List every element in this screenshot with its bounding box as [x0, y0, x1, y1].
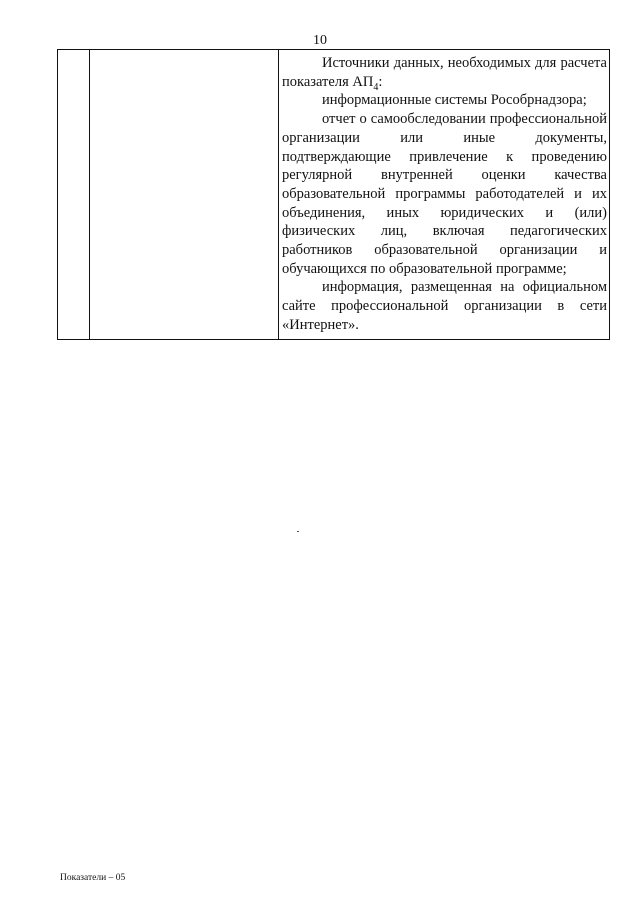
indicator-subscript: 4	[373, 81, 379, 93]
data-sources-heading-text: Источники данных, необходимых для расчета показателя АП	[282, 55, 607, 90]
source-item-self-assessment-report: отчет о самообследовании профессиональной организации или иные документы, подтверждающие привлечение к проведению регулярной внутренней оценки качества образовательной программы работодателей и их объединения, иных юридических и (или) физических лиц, включая педагогических работников образовательной организации и обучающихся по образовательной программе;	[282, 111, 607, 277]
indicator-table	[57, 49, 610, 340]
data-sources-heading-suffix: :	[378, 73, 383, 90]
table-cell-number	[58, 50, 90, 340]
source-item-info-systems: информационные системы Рособрнадзора;	[322, 92, 587, 109]
table-cell-data-sources	[279, 50, 610, 340]
footer-label: Показатели – 05	[60, 873, 126, 883]
page-number: 10	[313, 33, 327, 48]
data-sources-heading	[282, 54, 607, 91]
table-cell-indicator	[90, 50, 279, 340]
scan-speck	[297, 531, 299, 532]
source-item-official-website: информация, размещенная на официальном сайте профессиональной организации в сети «Интернет».	[282, 279, 607, 333]
table-row	[58, 50, 610, 340]
